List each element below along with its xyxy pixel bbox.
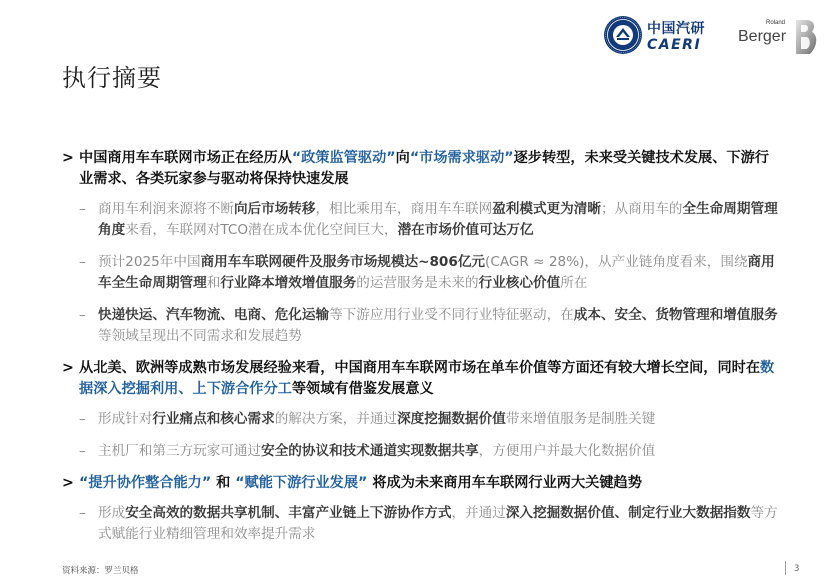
roland-berger-b-icon bbox=[792, 18, 820, 56]
source-note: 资料来源：罗兰贝格 bbox=[62, 566, 139, 576]
text-run: 向 bbox=[395, 150, 410, 166]
text-run: 等领域有借鉴发展意义 bbox=[291, 381, 434, 397]
dash-icon: – bbox=[79, 307, 86, 323]
key-point bbox=[62, 148, 782, 190]
text-run: 和 bbox=[211, 475, 236, 491]
text-run: 的运营服务是未来的 bbox=[356, 275, 479, 291]
text-run: 等领域呈现出不同需求和发展趋势 bbox=[98, 328, 302, 344]
emphasis-text: 全生命周期管理角度 bbox=[98, 201, 778, 238]
text-run: 所在 bbox=[560, 275, 588, 291]
highlight-text: “市场需求驱动” bbox=[409, 150, 514, 166]
caeri-seal-icon bbox=[603, 15, 643, 55]
page-number: 3 bbox=[794, 564, 800, 574]
emphasis-text: 行业降本增效增值服务 bbox=[220, 275, 357, 291]
text-run: 商用车利润来源将不断 bbox=[98, 201, 234, 217]
dash-icon: – bbox=[79, 411, 86, 427]
text-run: ，相比乘用车，商用车车联网 bbox=[315, 201, 493, 217]
emphasis-text: 安全的协议和技术通道实现数据共享 bbox=[261, 443, 479, 459]
caeri-english-name: CAERI bbox=[647, 37, 702, 53]
highlight-text: “政策监管驱动” bbox=[291, 150, 396, 166]
text-run: ，并通过 bbox=[451, 505, 506, 521]
text-run: 等方式赋能行业精细管理和效率提升需求 bbox=[98, 505, 778, 542]
text-run: 带来增值服务是制胜关键 bbox=[505, 411, 656, 427]
text-run: (CAGR ≈ 28%)，从产业链角度看来，围绕 bbox=[485, 254, 748, 270]
text-run: 中国商用车车联网市场正在经历从 bbox=[79, 150, 292, 166]
sub-point bbox=[62, 199, 782, 241]
emphasis-text: 深入挖掘数据价值、制定行业大数据指数 bbox=[505, 505, 751, 521]
key-point bbox=[62, 358, 782, 400]
highlight-text: 数据深入挖掘利用、上下游合作分工 bbox=[79, 360, 775, 397]
sub-point bbox=[62, 252, 782, 294]
emphasis-text: 行业痛点和核心需求 bbox=[152, 411, 275, 427]
dash-icon: – bbox=[79, 201, 86, 217]
emphasis-text: 安全高效的数据共享机制、丰富产业链上下游协作方式 bbox=[125, 505, 452, 521]
text-run: ，方便用户并最大化数据价值 bbox=[478, 443, 656, 459]
emphasis-text: 商用车车联网硬件及服务市场规模达~806亿元 bbox=[200, 254, 486, 270]
caeri-chinese-name: 中国汽研 bbox=[647, 21, 705, 37]
sub-point bbox=[62, 305, 782, 347]
summary-content bbox=[62, 148, 782, 556]
emphasis-text: 商用车全生命周期管理 bbox=[98, 254, 775, 291]
chevron-right-icon: > bbox=[62, 150, 74, 166]
text-run: 形成 bbox=[98, 505, 126, 521]
emphasis-text: 成本、安全、货物管理和增值服务 bbox=[573, 307, 778, 323]
text-run: 主机厂和第三方玩家可通过 bbox=[98, 443, 262, 459]
text-run: 从北美、欧洲等成熟市场发展经验来看，中国商用车车联网市场在单车价值等方面还有较大增长空间，同时在 bbox=[79, 360, 761, 376]
key-point bbox=[62, 473, 782, 494]
text-run: 和 bbox=[206, 275, 221, 291]
emphasis-text: 向后市场转移 bbox=[233, 201, 316, 217]
text-run: 来看，车联网对TCO潜在成本优化空间巨大， bbox=[125, 222, 398, 238]
sub-point bbox=[62, 409, 782, 430]
text-run: 形成针对 bbox=[98, 411, 153, 427]
emphasis-text: 快递快运、汽车物流、电商、危化运输 bbox=[98, 307, 330, 323]
emphasis-text: 行业核心价值 bbox=[478, 275, 561, 291]
header bbox=[0, 0, 840, 110]
text-run: 的解决方案，并通过 bbox=[274, 411, 398, 427]
caeri-logo bbox=[603, 15, 728, 55]
highlight-text: “赋能下游行业发展” bbox=[235, 475, 368, 491]
emphasis-text: 潜在市场价值可达万亿 bbox=[397, 222, 534, 238]
text-run: 将成为未来商用车车联网行业两大关键趋势 bbox=[367, 475, 642, 491]
roland-text: Roland bbox=[766, 20, 786, 26]
highlight-text: “提升协作整合能力” bbox=[79, 475, 212, 491]
footer-divider bbox=[785, 561, 786, 575]
text-run: 逐步转型，未来受关键技术发展、下游行业需求、各类玩家参与驱动将保持快速发展 bbox=[79, 150, 769, 187]
dash-icon: – bbox=[79, 254, 86, 270]
dash-icon: – bbox=[79, 505, 86, 521]
berger-text: Berger bbox=[738, 28, 787, 45]
sub-point bbox=[62, 441, 782, 462]
dash-icon: – bbox=[79, 443, 86, 459]
text-run: 预计2025年中国 bbox=[98, 254, 201, 270]
roland-berger-logo bbox=[738, 18, 824, 56]
text-run: ；从商用车的 bbox=[600, 201, 683, 217]
emphasis-text: 深度挖掘数据价值 bbox=[397, 411, 506, 427]
chevron-right-icon: > bbox=[62, 475, 74, 491]
page-title: 执行摘要 bbox=[62, 64, 162, 92]
emphasis-text: 盈利模式更为清晰 bbox=[492, 201, 601, 217]
text-run: 等下游应用行业受不同行业特征驱动，在 bbox=[329, 307, 574, 323]
sub-point bbox=[62, 503, 782, 545]
chevron-right-icon: > bbox=[62, 360, 74, 376]
